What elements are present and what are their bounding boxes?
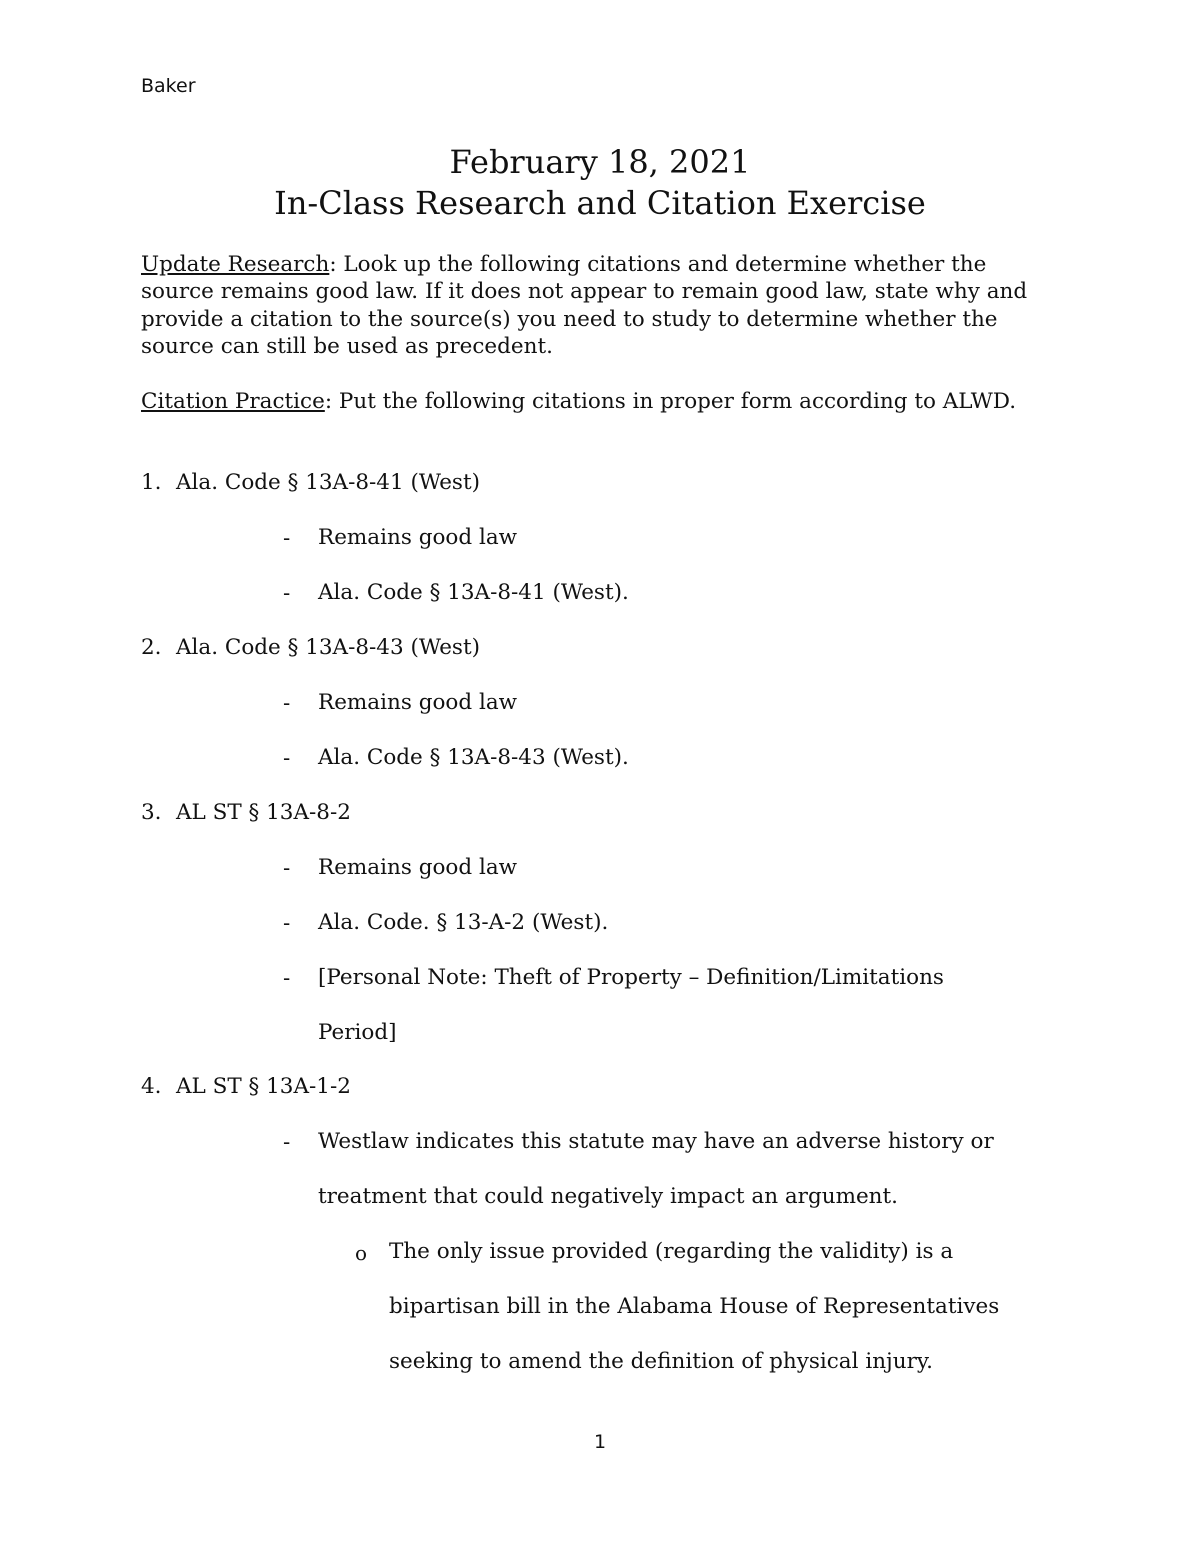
item-4-sub-bullet-line-3: seeking to amend the definition of physical injury. [389,1349,933,1374]
item-2-bullet-1: Remains good law [318,690,518,715]
update-research-text: : Look up the following citations and determine whether the source remains good law. If it does not appear to remain good law, state why and provide a citation to the source(s) you need to study to determine whether the source can still be used as precedent. [141,252,1028,359]
bullet-dash-icon: - [283,526,291,551]
bullet-dash-icon: - [283,691,291,716]
document-heading-title: In-Class Research and Citation Exercise [274,184,926,222]
item-1-bullet-2: Ala. Code § 13A-8-41 (West). [318,580,629,605]
item-4-sub-bullet-line-1: The only issue provided (regarding the validity) is a [389,1239,954,1264]
bullet-dash-icon: - [283,966,291,991]
citation-practice-label: Citation Practice [141,389,325,414]
citation-practice-text: : Put the following citations in proper form according to ALWD. [324,389,1017,414]
bullet-dash-icon: - [283,746,291,771]
item-3-bullet-3-continued: Period] [318,1020,397,1045]
item-1-bullet-1: Remains good law [318,525,518,550]
bullet-dash-icon: - [283,911,291,936]
citation-practice-paragraph [141,388,1061,415]
item-2-citation: Ala. Code § 13A-8-43 (West) [176,635,480,660]
item-4-bullet-1-continued: treatment that could negatively impact an argument. [318,1184,899,1209]
item-3-bullet-2: Ala. Code. § 13-A-2 (West). [318,910,609,935]
page-number: 1 [593,1431,607,1453]
update-research-paragraph [141,251,1061,360]
item-4-citation: AL ST § 13A-1-2 [176,1074,351,1099]
document-date-title: February 18, 2021 [449,143,751,181]
bullet-dash-icon: - [283,1130,291,1155]
bullet-dash-icon: - [283,856,291,881]
item-1-citation: Ala. Code § 13A-8-41 (West) [176,470,480,495]
sub-bullet-circle-icon: o [355,1241,368,1265]
item-4-bullet-1: Westlaw indicates this statute may have an adverse history or [318,1129,994,1154]
item-3-citation: AL ST § 13A-8-2 [176,800,351,825]
item-3-number: 3. [141,800,162,825]
document-header-name: Baker [141,75,196,97]
item-3-bullet-1: Remains good law [318,855,518,880]
update-research-label: Update Research [141,252,330,277]
bullet-dash-icon: - [283,581,291,606]
item-1-number: 1. [141,470,162,495]
item-4-sub-bullet-line-2: bipartisan bill in the Alabama House of Representatives [389,1294,1000,1319]
item-2-number: 2. [141,635,162,660]
item-3-bullet-3: [Personal Note: Theft of Property – Definition/Limitations [318,965,944,990]
item-4-number: 4. [141,1074,162,1099]
item-2-bullet-2: Ala. Code § 13A-8-43 (West). [318,745,629,770]
